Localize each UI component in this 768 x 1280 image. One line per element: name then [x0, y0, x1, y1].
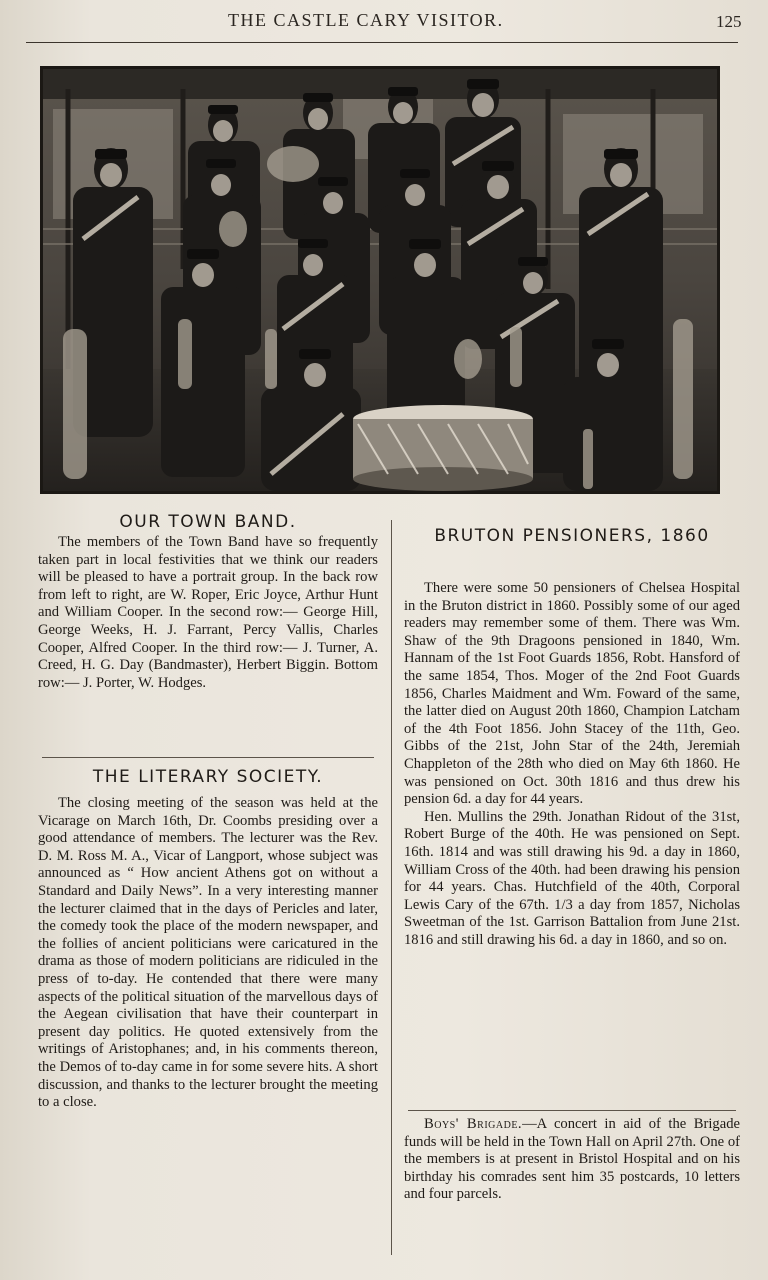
- page-header: [0, 4, 768, 38]
- header-divider: [26, 42, 738, 43]
- column-divider: [391, 520, 392, 1255]
- band-photograph: [40, 66, 720, 494]
- brigade-lead: Boys' Brigade.: [424, 1116, 523, 1132]
- bruton-paragraph-1: There were some 50 pensioners of Chelsea Hospital in the Bruton district in 1860. Possibly some of our aged readers may remember some of them. There was Wm. Shaw of the 9th Dragoons pensioned in 1840, Wm. Hannam of the 1st Foot Guards 1856, Robt. Hansford of the same 1854, Thos. Moger of the 2nd Foot Guards 1856, Charles Maidment and Wm. Foward of the same, the latter died on August 20th 1860, Champion Latcham of the 4th Foot 1856. John Stacey of the 11th, Geo. Gibbs of the 21st, John Star of the 24th, Jeremiah Chappleton of the 28th who died on May 6th 1860. He was pensioned on Oct. 30th 1816 and thus drew his pension 6d. a day for 44 years.: [404, 580, 740, 808]
- left-section-divider: [42, 757, 374, 758]
- bruton-heading: BRUTON PENSIONERS, 1860: [434, 526, 710, 546]
- bruton-article: [404, 580, 740, 949]
- page-number: 125: [716, 12, 742, 31]
- right-section-divider: [408, 1110, 736, 1111]
- brigade-text: [404, 1116, 740, 1204]
- literary-article: [38, 767, 378, 1112]
- brigade-body: —A concert in aid of the Brigade funds will be held in the Town Hall on April 27th. One of the members is at present in Bristol Hospital and on his birthday his comrades sent him 35 postcards, 10 letters and four parcels.: [404, 1116, 740, 1203]
- bruton-header: [404, 526, 740, 546]
- band-article: [38, 512, 378, 692]
- band-text: The members of the Town Band have so frequently taken part in local festivities that we think our readers will be pleased to have a portrait group. In the back row from left to right, are W. Roper, Eric Joyce, Arthur Hunt and William Cooper. In the second row:— George Hill, George Weeks, H. J. Farrant, Percy Vallis, Charles Cooper, Alfred Cooper. In the third row:— J. Turner, A. Creed, H. G. Day (Bandmaster), Herbert Biggin. Bottom row:— J. Porter, W. Hodges.: [38, 534, 378, 691]
- band-heading: OUR TOWN BAND.: [119, 512, 297, 532]
- literary-heading: THE LITERARY SOCIETY.: [92, 767, 324, 787]
- literary-text: The closing meeting of the season was held at the Vicarage on March 16th, Dr. Coombs presiding over a good attendance of members. The lecturer was the Rev. D. M. Ross M. A., Vicar of Langport, whose subject was announced as “ How ancient Athens got on without a Standard and Daily News”. In a very interesting manner the lecturer claimed that in the days of Pericles and later, the comedy took the place of the modern newspaper, and the follies of ancient politicians were caricatured in the drama as those of modern politicians are ridiculed in the press of to-day. He contended that there were many aspects of the political situation of the marvellous days of the Aegean civilisation that have their counterpart in present day politics. He quoted extensively from the writings of Aristophanes; and, in his comments thereon, the Demos of to-day came in for some severe hits. A short discussion, and thanks to the lecturer brought the meeting to a close.: [38, 795, 378, 1111]
- bruton-paragraph-2: Hen. Mullins the 29th. Jonathan Ridout of the 31st, Robert Burge of the 40th. He was pensioned on Sept. 16th. 1814 and was still drawing his 9d. a day in 1860, William Cross of the 40th. had been drawing his pension for 44 years. Chas. Hutchfield of the 40th, Corporal Lewis Cary of the 67th. 1/3 a day from 1857, Nicholas Sweetman of the 1st. Garrison Battalion from June 21st. 1816 and still drawing his 6d. a day in 1860, and so on.: [404, 808, 740, 948]
- brigade-notice: [404, 1116, 740, 1204]
- publication-title: THE CASTLE CARY VISITOR.: [228, 10, 504, 30]
- band-photo-icon: [43, 69, 717, 491]
